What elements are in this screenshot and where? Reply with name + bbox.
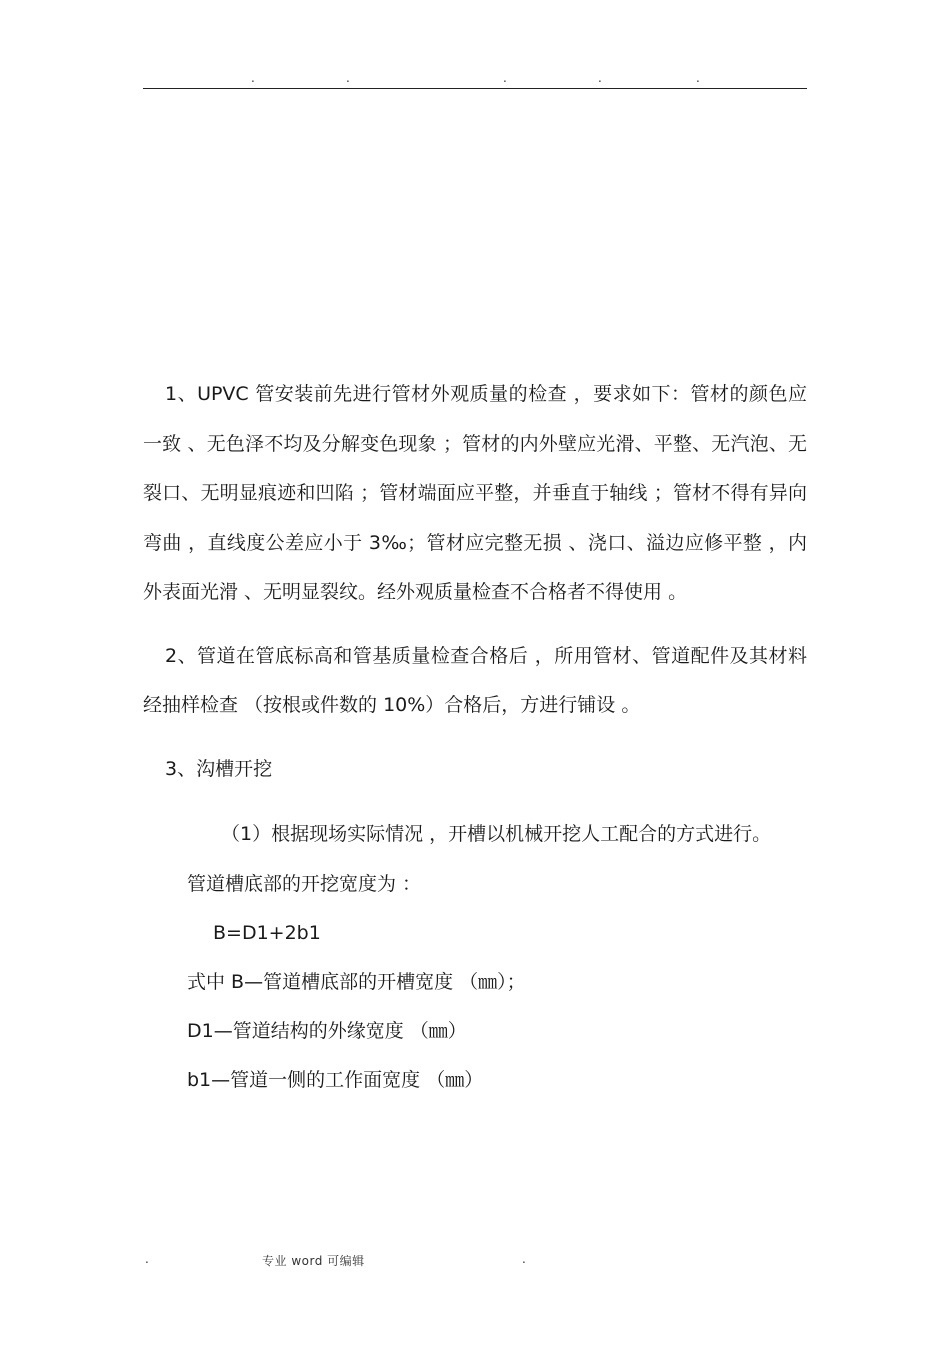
header-mark: . [503,71,507,85]
header-mark: . [346,71,350,85]
definition-D1: D1—管道结构的外缘宽度 （㎜） [187,1019,467,1042]
footer-text: 专业 word 可编辑 [262,1254,365,1268]
width-intro: 管道槽底部的开挖宽度为 ： [187,872,422,895]
paragraph-pipe-laying: 2、管道在管底标高和管基质量检查合格后 ，所用管材、管道配件及其材料经抽样检查 （按根或件数的 10%）合格后，方进行铺设 。 [143,644,807,716]
definition-B: 式中 B—管道槽底部的开槽宽度 （㎜）； [187,970,526,993]
width-formula: B=D1+2b1 [213,921,321,944]
header-mark: . [251,71,255,85]
header-mark: . [598,71,602,85]
footer-mark-right: . [522,1252,526,1266]
footer-mark-left: . [145,1252,149,1266]
header-mark: . [696,71,700,85]
subsection-excavation-method: （1）根据现场实际情况 ，开槽以机械开挖人工配合的方式进行。 [221,823,772,845]
section-trench-excavation: 3、沟槽开挖 [165,757,273,780]
header-rule [143,88,807,89]
body-text [143,370,807,1105]
definition-b1: b1—管道一侧的工作面宽度 （㎜） [187,1068,484,1091]
paragraph-pipe-inspection: 1、UPVC 管安装前先进行管材外观质量的检查 ，要求如下：管材的颜色应一致 、无色泽不均及分解变色现象 ；管材的内外壁应光滑、平整、无汽泡、无裂口、无明显痕迹和凹陷 ；管材端面应平整，并垂直于轴线 ；管材不得有异向弯曲 ，直线度公差应小于 3‰；管材应完整无损 、浇口、溢边应修平整 ，内外表面光滑 、无明显裂纹。经外观质量检查不合格者不得使用 。 [143,383,807,603]
